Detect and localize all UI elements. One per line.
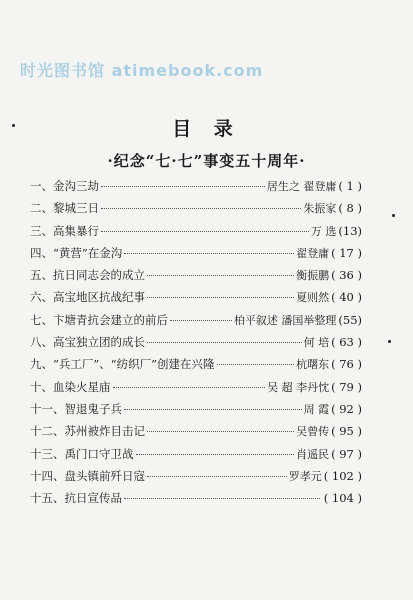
toc-author: 罗孝元	[288, 469, 322, 483]
toc-title: 高集暴行	[53, 223, 99, 238]
leader-dots	[101, 208, 301, 209]
toc-title: 黎城三日	[53, 201, 99, 216]
toc-author: 何 培	[303, 336, 330, 350]
toc-entry-10[interactable]	[30, 379, 362, 401]
toc-number: 九、	[30, 357, 53, 372]
toc-entry-7[interactable]	[30, 312, 362, 334]
toc-entry-15[interactable]	[30, 490, 362, 512]
toc-entry-3[interactable]	[30, 223, 362, 245]
toc-title: 金沟三劫	[53, 179, 99, 193]
toc-title: 高宝地区抗战纪事	[53, 290, 145, 305]
toc-page: ( 102 )	[323, 468, 362, 483]
toc-number: 十一、	[30, 401, 65, 416]
toc-author: 吴曾传	[296, 425, 330, 439]
toc-title: 抗日同志会的成立	[53, 268, 145, 283]
toc-entry-8[interactable]	[30, 334, 362, 356]
toc-page: ( 95 )	[331, 424, 362, 439]
toc-number: 二、	[30, 201, 53, 216]
toc-author: 朱振家	[303, 202, 337, 216]
section-subtitle: ·纪念“七·七”事变五十周年·	[107, 152, 306, 170]
leader-dots	[147, 275, 294, 276]
toc-title: 血染火星庙	[53, 379, 111, 394]
scan-speck	[392, 214, 395, 217]
toc-author: 柏平叙述 潘国举整理	[233, 313, 337, 327]
toc-number: 一、	[30, 179, 53, 193]
leader-dots	[147, 297, 294, 298]
toc-entry-9[interactable]	[30, 356, 362, 378]
table-of-contents	[30, 178, 362, 512]
toc-number: 十、	[30, 379, 53, 394]
toc-number: 三、	[30, 223, 53, 238]
toc-title: “黄营”在金沟	[53, 245, 123, 260]
toc-number: 八、	[30, 335, 53, 350]
toc-entry-13[interactable]	[30, 446, 362, 468]
toc-page: ( 92 )	[331, 401, 362, 416]
toc-author: 周 霞	[303, 402, 330, 416]
scan-speck	[388, 340, 391, 343]
toc-number: 十三、	[30, 446, 65, 461]
toc-title: 高宝独立团的成长	[53, 335, 145, 350]
toc-page: ( 1 )	[338, 179, 362, 193]
watermark: 时光图书馆 atimebook.com	[20, 61, 264, 80]
toc-number: 十四、	[30, 468, 65, 483]
scan-speck	[12, 124, 15, 127]
toc-number: 四、	[30, 245, 53, 260]
toc-title: 禹门口守卫战	[64, 446, 134, 461]
leader-dots	[147, 431, 294, 432]
toc-entry-5[interactable]	[30, 267, 362, 289]
toc-author: 衡振鹏	[296, 269, 330, 283]
toc-page: (55)	[338, 312, 362, 327]
toc-title: 抗日宣传品	[64, 491, 122, 506]
toc-title: 卞塘青抗会建立的前后	[53, 312, 168, 327]
toc-entry-14[interactable]	[30, 468, 362, 490]
toc-title: “兵工厂”、“纺织厂”创建在兴隆	[53, 357, 215, 372]
leader-dots	[124, 253, 294, 254]
toc-number: 七、	[30, 312, 53, 327]
toc-number: 十五、	[30, 491, 65, 506]
toc-title: 苏州被炸目击记	[64, 424, 145, 439]
leader-dots	[124, 409, 302, 410]
leader-dots	[170, 320, 232, 321]
toc-page: ( 8 )	[338, 201, 362, 216]
toc-page: (13)	[338, 223, 362, 238]
toc-number: 十二、	[30, 424, 65, 439]
leader-dots	[101, 186, 265, 187]
leader-dots	[124, 498, 320, 499]
toc-page: ( 104 )	[323, 491, 362, 506]
leader-dots	[217, 364, 295, 365]
toc-page: ( 63 )	[331, 335, 362, 350]
toc-page: ( 79 )	[331, 379, 362, 394]
toc-author: 翟登庸	[296, 246, 330, 260]
toc-page: ( 40 )	[331, 290, 362, 305]
leader-dots	[147, 476, 287, 477]
toc-author: 肖遥民	[296, 447, 330, 461]
toc-entry-4[interactable]	[30, 245, 362, 267]
toc-page: ( 76 )	[331, 357, 362, 372]
toc-entry-1[interactable]	[30, 178, 362, 200]
toc-author: 吴 超 李丹忱	[267, 380, 330, 394]
toc-author: 夏则然	[296, 291, 330, 305]
leader-dots	[113, 387, 266, 388]
toc-author: 居生之 翟登庸	[266, 180, 337, 193]
leader-dots	[147, 342, 302, 343]
toc-entry-2[interactable]	[30, 200, 362, 222]
toc-author: 万 选	[310, 224, 337, 238]
toc-title: 智退鬼子兵	[64, 401, 122, 416]
leader-dots	[101, 231, 309, 232]
toc-page: ( 36 )	[331, 268, 362, 283]
toc-page: ( 97 )	[331, 446, 362, 461]
toc-page: ( 17 )	[331, 245, 362, 260]
toc-title: 盘头镇前歼日寇	[64, 468, 145, 483]
page-title: 目 录	[172, 118, 241, 140]
toc-entry-11[interactable]	[30, 401, 362, 423]
toc-number: 五、	[30, 268, 53, 283]
toc-author: 杭曙东	[296, 358, 330, 372]
toc-entry-6[interactable]	[30, 289, 362, 311]
leader-dots	[136, 454, 295, 455]
toc-entry-12[interactable]	[30, 423, 362, 445]
toc-number: 六、	[30, 290, 53, 305]
